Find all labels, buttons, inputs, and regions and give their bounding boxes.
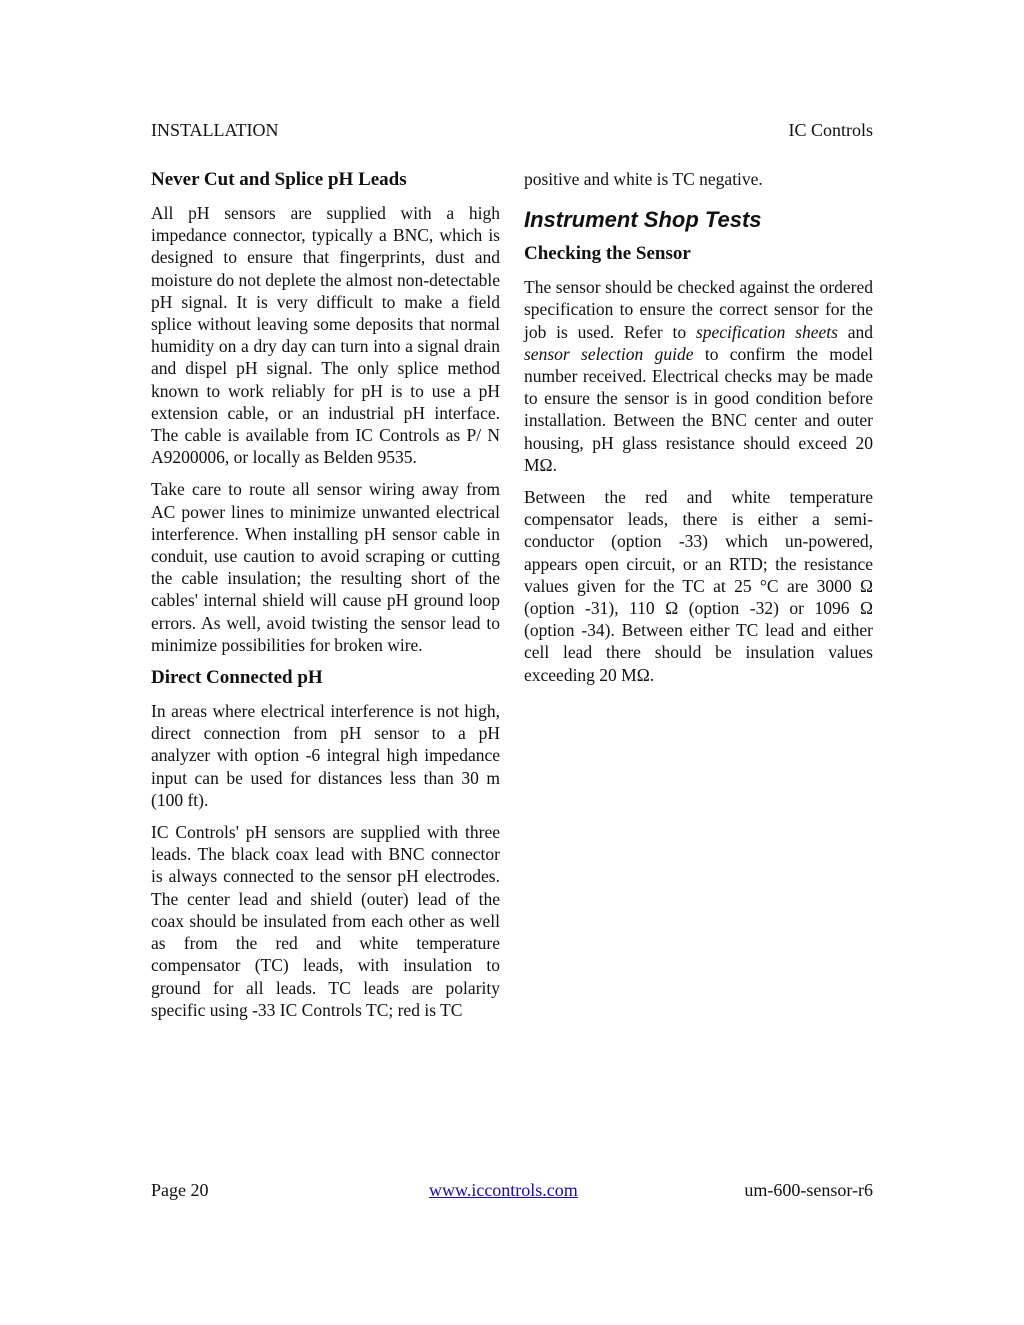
italic-spec-sheets: specification sheets [695,321,838,342]
paragraph [524,276,873,476]
page-header [151,120,873,146]
paragraph: IC Controls' pH sensors are supplied with three leads. The black coax lead with BNC connector is always connected to the sensor pH electrodes. The center lead and shield (outer) lead of the coax should be insulated from each other as well as from the red and white temperature compensator (TC) leads, with insulation to ground for all leads. TC leads are polarity specific using -33 IC Controls TC; red is TC [151,822,500,1020]
right-column [524,168,873,696]
left-column [151,168,500,1031]
text-segment: and [837,321,873,342]
paragraph: All pH sensors are supplied with a high impedance connector, typically a BNC, which is designed to ensure that fingerprints, dust and moisture do not deplete the almost non-detectable pH signal. It is very difficult to make a field splice without leaving some deposits that normal humidity on a dry day can turn into a signal drain and dispel pH signal. The only splice method known to work reliably for pH is to use a pH extension cable, or an industrial pH interface. The cable is available from IC Controls as P/ N A9200006, or locally as Belden 9535. [151,203,500,468]
paragraph: Between the red and white temperature compensator leads, there is either a semi-conductor (option -33) which un-powered, appears open circuit, or an RTD; the resistance values given for the TC at 25 °C are 3000 Ω (option -31), 110 Ω (option -32) or 1096 Ω (option -34). Between either TC lead and either cell lead there should be insulation values exceeding 20 MΩ. [524,487,873,685]
page-number: Page 20 [151,1180,209,1200]
heading-never-cut: Never Cut and Splice pH Leads [151,169,407,190]
italic-selection-guide: sensor selection guide [524,343,694,364]
heading-checking-sensor: Checking the Sensor [524,243,691,265]
heading-direct-connected: Direct Connected pH [151,667,323,689]
heading-instrument-shop-tests: Instrument Shop Tests [524,207,762,233]
paragraph: In areas where electrical interference is not high, direct connection from pH sensor to a pH analyzer with option -6 integral high impedance input can be used for distances less than 30 m (100 ft). [151,701,500,810]
text-segment: The sensor should be checked against the ordered specification to ensure the correct sensor for the job is used. Refer to [524,277,873,342]
page-footer [151,1180,873,1206]
header-section: INSTALLATION [151,120,279,140]
header-company: IC Controls [788,120,873,140]
paragraph: Take care to route all sensor wiring away from AC power lines to minimize unwanted electrical interference. When installing pH sensor cable in conduit, use caution to avoid scraping or cutting the cable insulation; the resulting short of the cables' internal shield will cause pH ground loop errors. As well, avoid twisting the sensor lead to minimize possibilities for broken wire. [151,479,500,655]
document-id: um-600-sensor-r6 [744,1180,873,1200]
text-segment: to confirm the model number received. Electrical checks may be made to ensure the sensor is in good condition before installation. Between the BNC center and outer housing, pH glass resistance should exceed 20 MΩ. [524,343,873,475]
paragraph-continued: positive and white is TC negative. [524,169,763,189]
website-link[interactable]: www.iccontrols.com [429,1180,578,1200]
